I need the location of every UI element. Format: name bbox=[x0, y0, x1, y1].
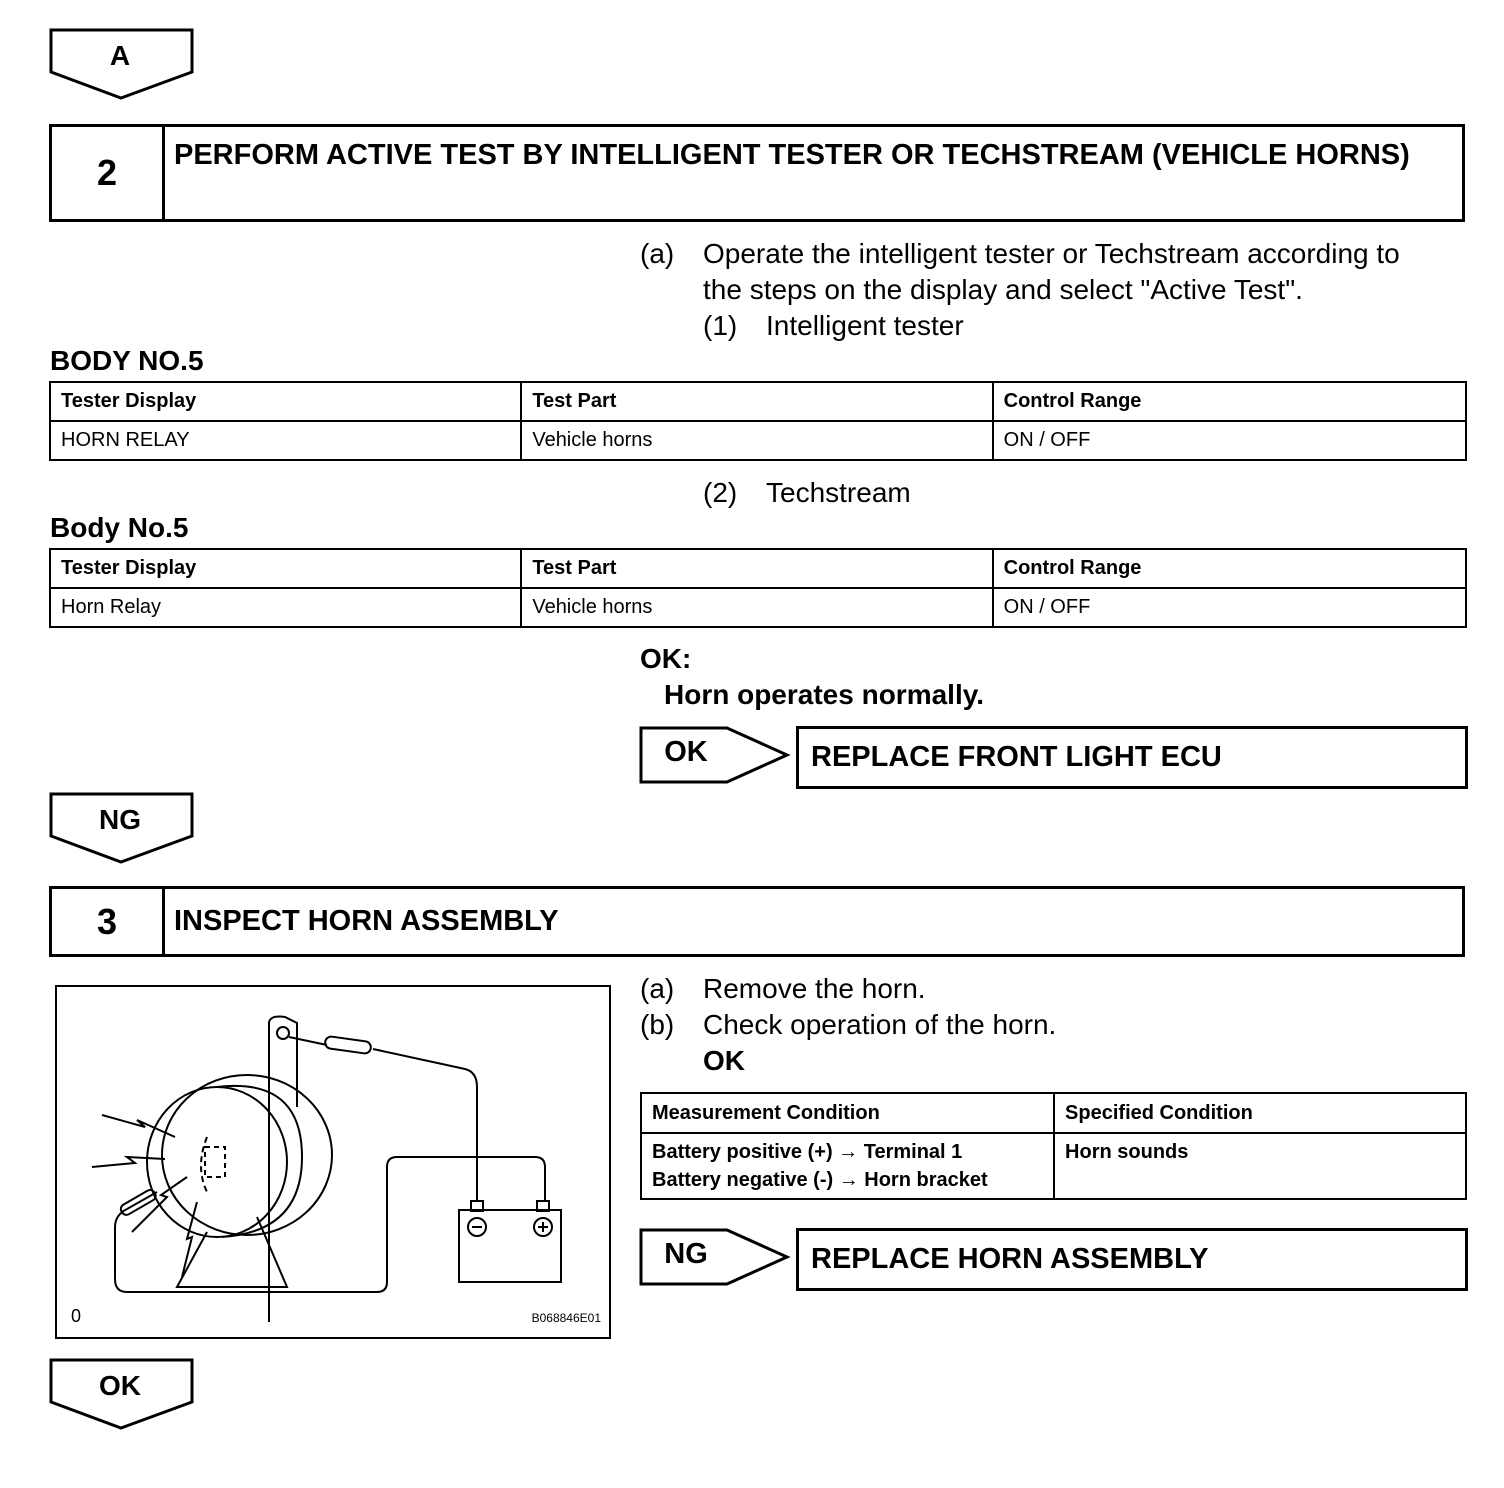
table-cell bbox=[641, 1133, 1054, 1199]
table-cell: Horn sounds bbox=[1054, 1133, 1466, 1199]
instruction-marker: (b) bbox=[640, 1009, 675, 1040]
result-arrow-ng bbox=[639, 1228, 791, 1288]
table-header-row bbox=[50, 549, 1466, 588]
flow-tag-label: NG bbox=[99, 804, 141, 835]
header-cell: Test Part bbox=[521, 382, 992, 421]
step-number: 2 bbox=[52, 127, 165, 219]
flow-tag-ok bbox=[49, 1358, 195, 1432]
header-cell: Tester Display bbox=[50, 549, 521, 588]
header-cell: Specified Condition bbox=[1054, 1093, 1466, 1133]
table-row bbox=[50, 588, 1466, 627]
step-number: 3 bbox=[52, 889, 165, 954]
table-header-row bbox=[641, 1093, 1466, 1133]
result-arrow-label: OK bbox=[664, 736, 708, 768]
table-row bbox=[641, 1133, 1466, 1199]
step-title: INSPECT HORN ASSEMBLY bbox=[174, 905, 559, 937]
figure-code: B068846E01 bbox=[531, 1311, 601, 1325]
header-cell: Test Part bbox=[521, 549, 992, 588]
result-arrow-ok bbox=[639, 726, 791, 786]
step-title: PERFORM ACTIVE TEST BY INTELLIGENT TESTER OR TECHSTREAM (VEHICLE HORNS) bbox=[174, 139, 1410, 171]
table-cell: Vehicle horns bbox=[521, 421, 992, 460]
active-test-table-intelligent-tester bbox=[49, 381, 1467, 461]
sub-step-text: Techstream bbox=[766, 477, 911, 508]
table-cell: HORN RELAY bbox=[50, 421, 521, 460]
header-cell: Control Range bbox=[993, 382, 1466, 421]
instruction-marker: (a) bbox=[640, 973, 675, 1004]
horn-test-figure bbox=[55, 985, 611, 1339]
table-cell: Vehicle horns bbox=[521, 588, 992, 627]
instruction-text: Remove the horn. bbox=[703, 973, 926, 1004]
result-box-replace-horn-assembly: REPLACE HORN ASSEMBLY bbox=[796, 1228, 1468, 1291]
sub-step-marker: (1) bbox=[703, 310, 738, 341]
instruction-text: Check operation of the horn. bbox=[703, 1009, 1057, 1040]
horn-wiring-illustration bbox=[57, 987, 609, 1337]
flow-tag-a bbox=[49, 28, 195, 102]
instruction-marker: (a) bbox=[640, 238, 675, 269]
table-row bbox=[50, 421, 1466, 460]
ok-criteria-label: OK: bbox=[640, 643, 692, 674]
flow-tag-label: A bbox=[109, 40, 131, 71]
table-caption: BODY NO.5 bbox=[50, 345, 204, 376]
result-arrow-label: NG bbox=[664, 1238, 708, 1270]
header-cell: Tester Display bbox=[50, 382, 521, 421]
step-3-header bbox=[49, 886, 1465, 957]
header-cell: Control Range bbox=[993, 549, 1466, 588]
condition-line: Battery positive (+) → Terminal 1 bbox=[652, 1141, 963, 1163]
table-cell: ON / OFF bbox=[993, 421, 1466, 460]
figure-corner-mark: 0 bbox=[71, 1306, 82, 1326]
flow-tag-label: OK bbox=[99, 1370, 141, 1401]
table-caption: Body No.5 bbox=[50, 512, 189, 543]
instruction-text-line: Operate the intelligent tester or Techstream according to bbox=[703, 238, 1400, 269]
flow-tag-ng bbox=[49, 792, 195, 866]
sub-step-text: Intelligent tester bbox=[766, 310, 964, 341]
sub-step-marker: (2) bbox=[703, 477, 738, 508]
instruction-sub-label: OK bbox=[703, 1045, 745, 1076]
step-2-header bbox=[49, 124, 1465, 222]
table-header-row bbox=[50, 382, 1466, 421]
table-cell: Horn Relay bbox=[50, 588, 521, 627]
result-box-replace-front-light-ecu: REPLACE FRONT LIGHT ECU bbox=[796, 726, 1468, 789]
horn-measurement-table bbox=[640, 1092, 1467, 1200]
ok-criteria-text: Horn operates normally. bbox=[664, 679, 985, 710]
condition-line: Battery negative (-) → Horn bracket bbox=[652, 1169, 988, 1191]
instruction-text-line: the steps on the display and select "Active Test". bbox=[703, 274, 1303, 305]
header-cell: Measurement Condition bbox=[641, 1093, 1054, 1133]
table-cell: ON / OFF bbox=[993, 588, 1466, 627]
active-test-table-techstream bbox=[49, 548, 1467, 628]
